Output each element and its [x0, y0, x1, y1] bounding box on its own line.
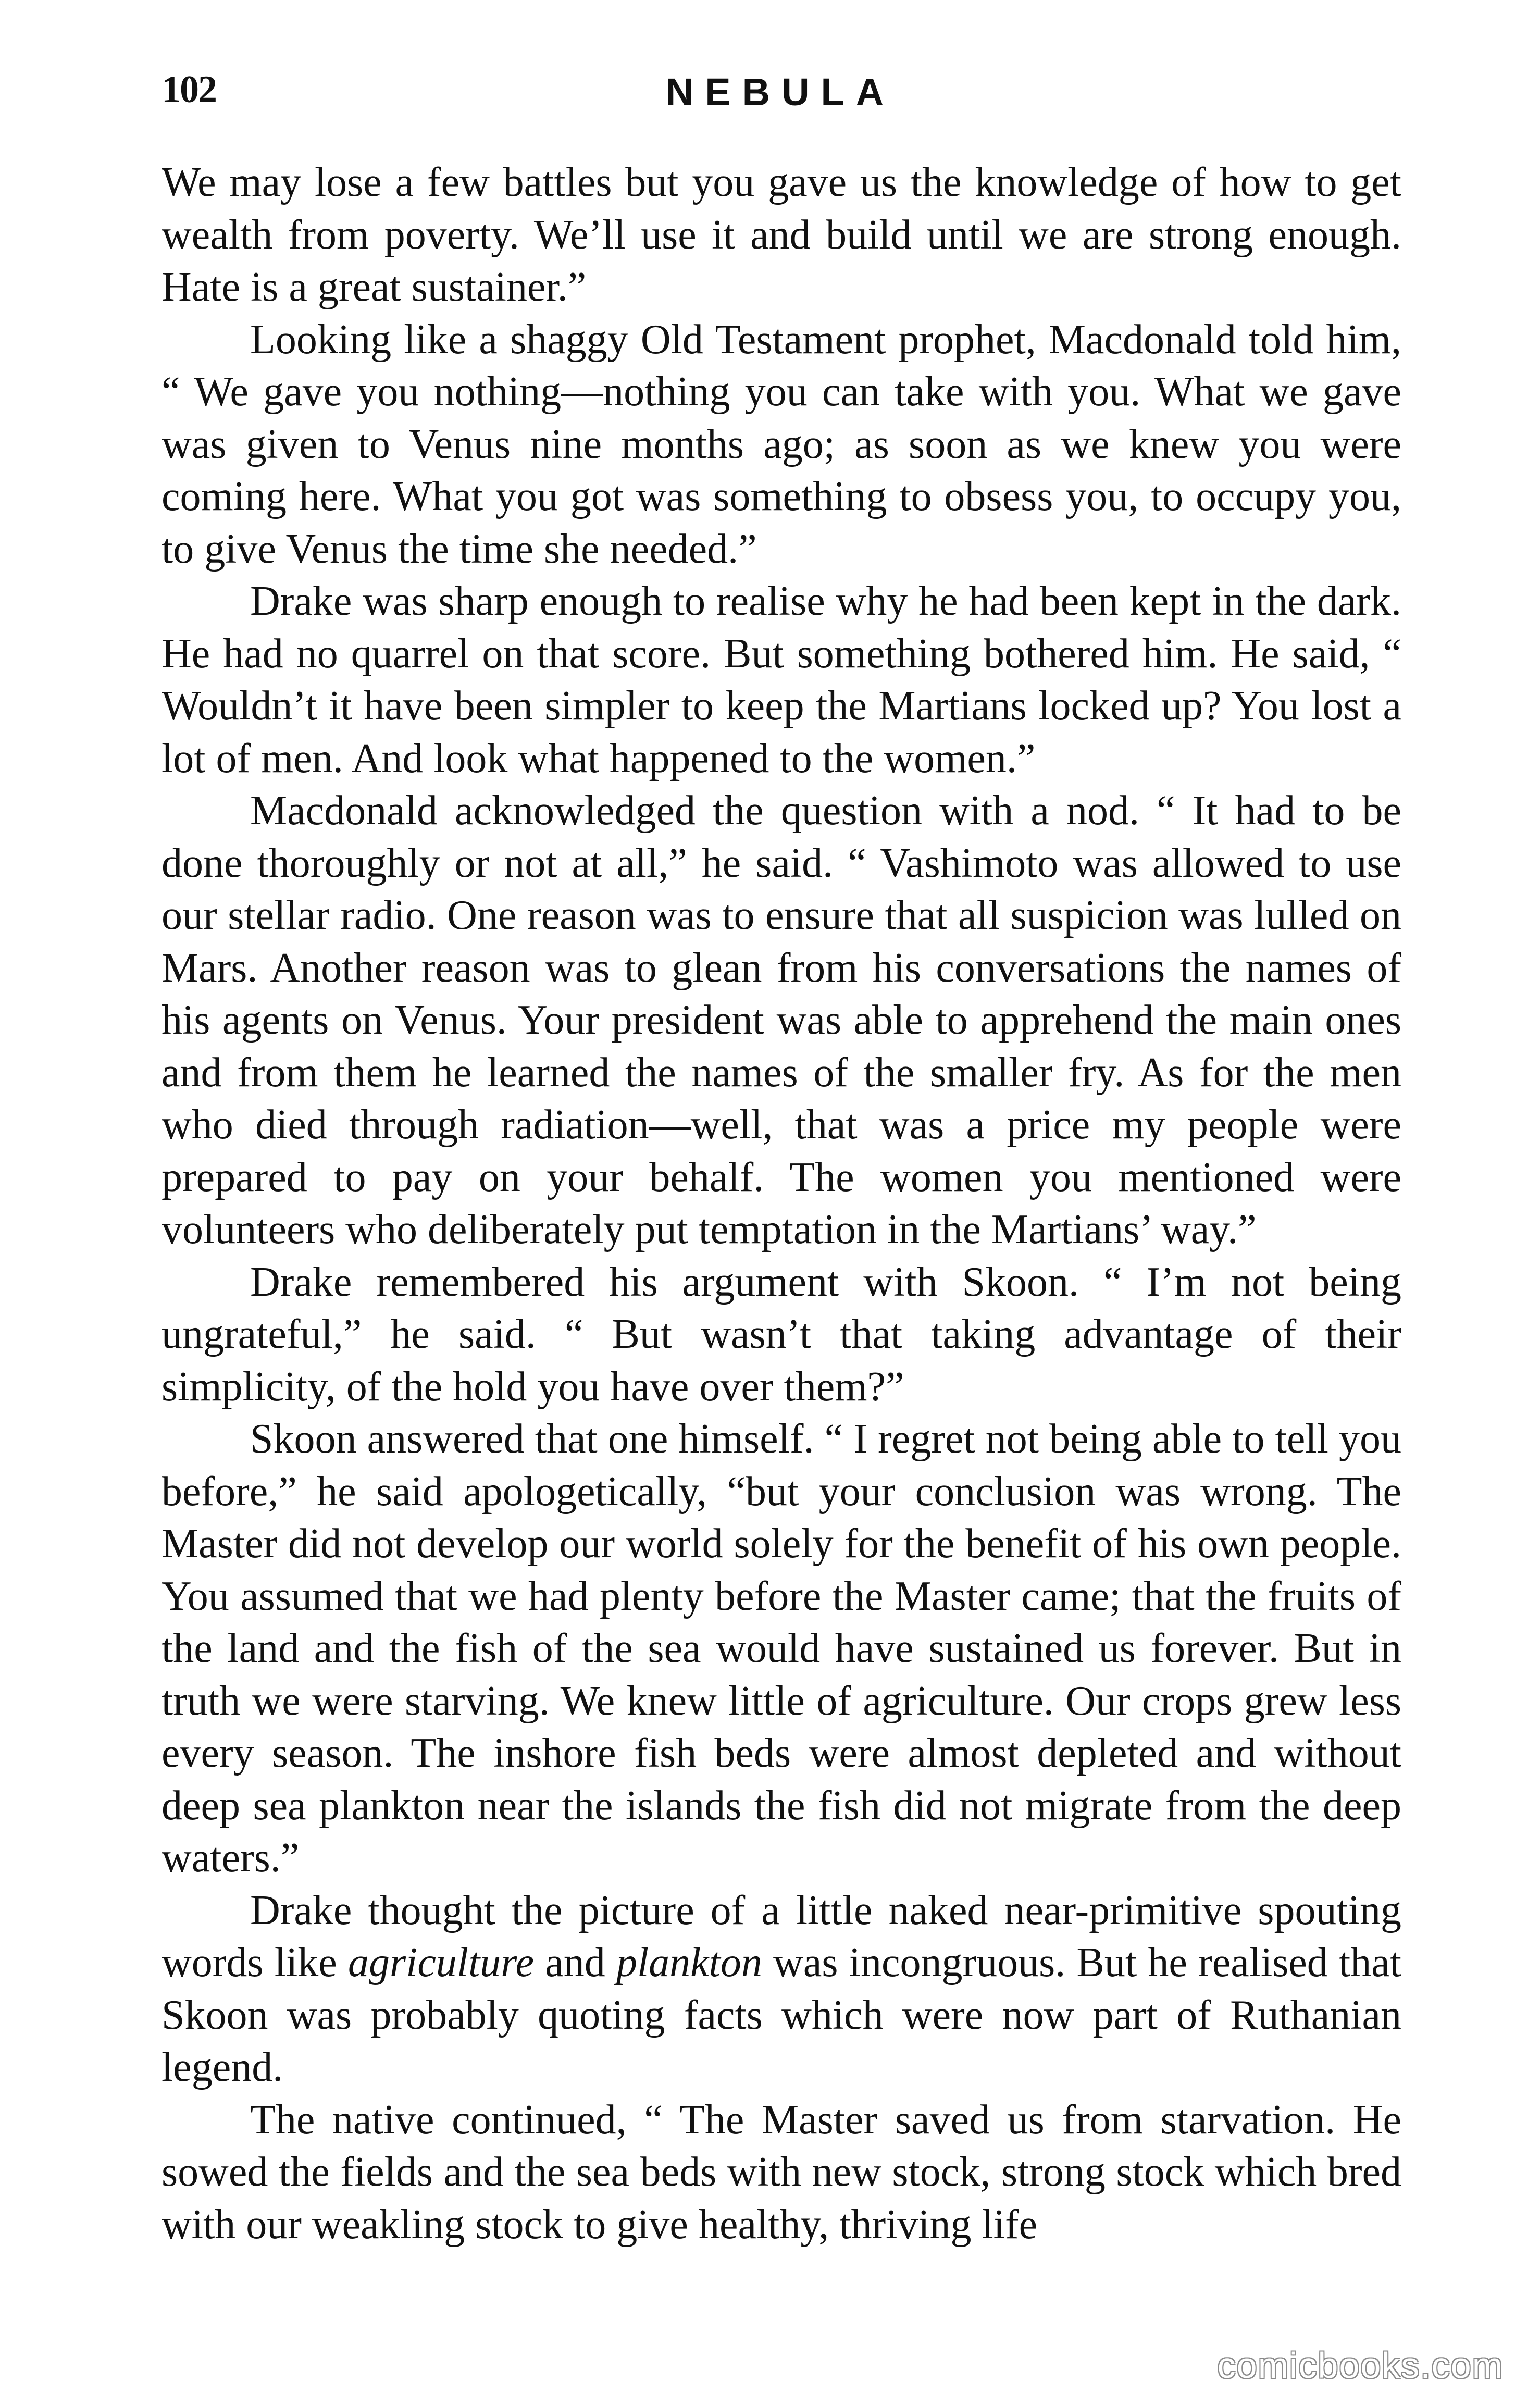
paragraph-2: Looking like a shaggy Old Testament prophet, Macdonald told him, “ We gave you nothing—nothing you can take with you. What we gave was given to Venus nine months ago; as soon as we knew you were coming here. What you got was something to obsess you, to occupy you, to give Venus the time she needed.”	[162, 316, 1401, 572]
body-text	[162, 156, 1401, 2251]
watermark: comicbooks.com	[1217, 2345, 1504, 2386]
paragraph-1: We may lose a few battles but you gave us the knowledge of how to get wealth from poverty. We’ll use it and build until we are strong enough. Hate is a great sustainer.”	[162, 159, 1401, 310]
page-number: 102	[162, 68, 216, 111]
running-head	[162, 63, 1399, 125]
paragraph-7-text-middle: and	[533, 1940, 616, 1986]
italic-word-agriculture: agriculture	[347, 1940, 534, 1986]
paragraph-6: Skoon answered that one himself. “ I regret not being able to tell you before,” he said apologetically, “but your conclusion was wrong. The Master did not develop our world solely for the benefit of his own people. You assumed that we had plenty before the Master came; that the fruits of the land and the fish of the sea would have sustained us forever. But in truth we were starving. We knew little of agriculture. Our crops grew less every season. The inshore fish beds were almost depleted and without deep sea plankton near the islands the fish did not migrate from the deep waters.”	[162, 1416, 1401, 1881]
paragraph-7	[162, 1884, 1401, 2094]
italic-word-plankton: plankton	[616, 1940, 762, 1986]
paragraph-5: Drake remembered his argument with Skoon. “ I’m not being ungrateful,” he said. “ But wasn’t that taking advantage of their simplicity, of the hold you have over them?”	[162, 1259, 1401, 1410]
paragraph-7-text-start: Drake thought the picture of a little naked near-primitive spouting words like	[162, 1887, 1401, 1986]
paragraph-3: Drake was sharp enough to realise why he had been kept in the dark. He had no quarrel on that score. But something bothered him. He said, “ Wouldn’t it have been simpler to keep the Martians locked up? You lost a lot of men. And look what happened to the women.”	[162, 578, 1401, 781]
paragraph-4: Macdonald acknowledged the question with a nod. “ It had to be done thoroughly or not at all,” he said. “ Vashimoto was allowed to use our stellar radio. One reason was to ensure that all suspicion was lulled on Mars. Another reason was to glean from his conversations the names of his agents on Venus. Your president was able to apprehend the main ones and from them he learned the names of the smaller fry. As for the men who died through radiation—well, that was a price my people were prepared to pay on your behalf. The women you mentioned were volunteers who deliberately put temptation in the Martians’ way.”	[162, 788, 1401, 1252]
book-title: NEBULA	[665, 70, 896, 114]
paragraph-7-text-end: was incongruous. But he realised that Skoon was probably quoting facts which were now part of Ruthanian legend.	[162, 1940, 1401, 2090]
paragraph-8: The native continued, “ The Master saved us from starvation. He sowed the fields and the sea beds with new stock, strong stock which bred with our weakling stock to give healthy, thriving life	[162, 2096, 1401, 2248]
